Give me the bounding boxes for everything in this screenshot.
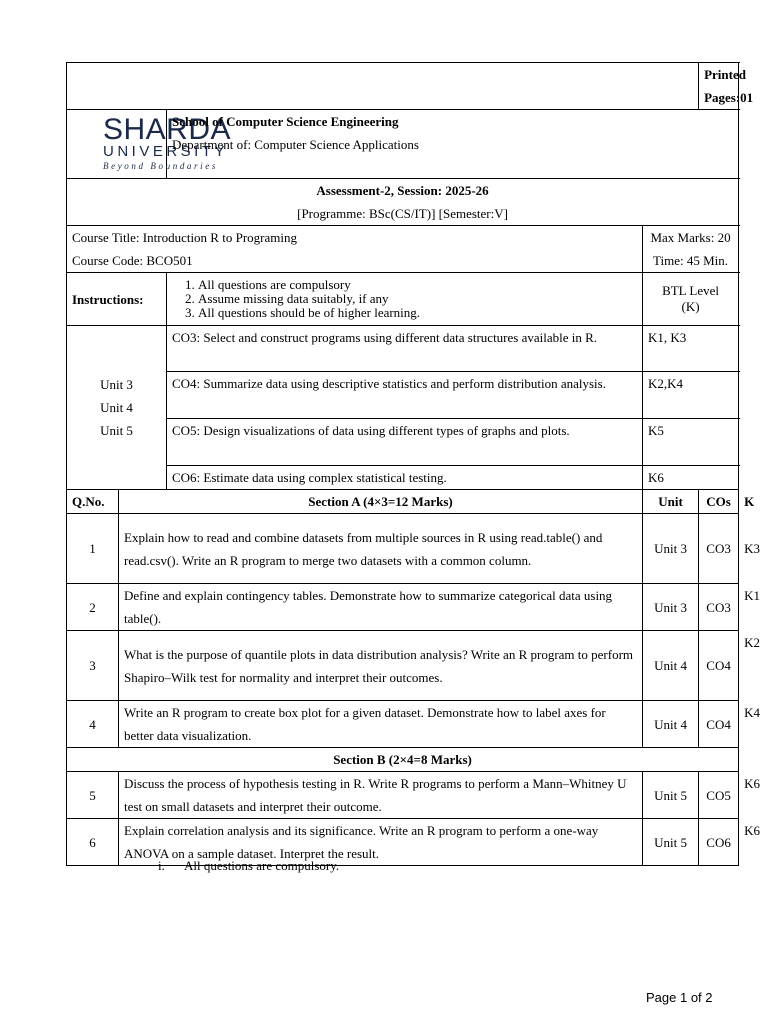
school-name: School of Computer Science Engineering [172,114,399,129]
instructions-cell [167,273,643,326]
question-text: Explain correlation analysis and its significance. Write an R program to perform a one-way ANOVA on a sample dataset. Interpret the result. [119,819,643,866]
outcome-k-level: K6 [643,466,739,490]
assessment-title: Assessment-2, Session: 2025-26 [316,183,489,198]
sharda-logo [97,113,232,172]
assessment-cell [67,179,739,226]
marks-time-cell [643,226,739,273]
table-row: 1 Explain how to read and combine datasets from multiple sources in R using read.table() and read.csv(). Write an R program to merge two datasets with a common column. Unit 3 CO3 K3 [67,514,739,584]
outcome-k-level: K5 [643,419,739,466]
question-number: 1 [67,514,119,584]
question-unit: Unit 3 [643,514,699,584]
question-number: 4 [67,701,119,748]
col-header-cos: COs [699,490,739,514]
question-co: CO3 [699,584,739,631]
question-number: 3 [67,631,119,701]
question-number: 6 [67,819,119,866]
outcome-k-level: K1, K3 [643,326,739,372]
logo-subtext: UNIVERSITY [103,143,229,160]
question-unit: Unit 4 [643,631,699,701]
btl-sublabel: (K) [681,299,700,314]
logo-tagline: Beyond Boundaries [103,161,218,171]
col-header-unit: Unit [643,490,699,514]
instruction-item: 1. All questions are compulsory [198,278,637,292]
footer-list-marker: i. [158,858,165,873]
instructions-list [172,278,637,320]
question-co: CO5 [699,772,739,819]
outcome-k-level: K2,K4 [643,372,739,419]
question-number: 5 [67,772,119,819]
table-row: 2 Define and explain contingency tables. Demonstrate how to summarize categorical data using table(). Unit 3 CO3 K1 [67,584,739,631]
max-marks: Max Marks: 20 [650,230,731,245]
course-title: Course Title: Introduction R to Programing [72,230,297,245]
unit-label: Unit 5 [100,423,133,438]
time-allowed: Time: 45 Min. [653,253,729,268]
btl-label: BTL Level [662,283,719,298]
course-code: Course Code: BCO501 [72,253,193,268]
question-text: Explain how to read and combine datasets from multiple sources in R using read.table() and read.csv(). Write an R program to merge two datasets with a common column. [119,514,643,584]
question-co: CO4 [699,701,739,748]
question-unit: Unit 5 [643,819,699,866]
section-a-title: Section A (4×3=12 Marks) [119,490,643,514]
question-number: 2 [67,584,119,631]
logo-wordmark: SHARDA [103,113,232,146]
table-row: 6 Explain correlation analysis and its significance. Write an R program to perform a one-way ANOVA on a sample dataset. Interpret the result. Unit 5 CO6 K6 [67,819,739,866]
units-cell [67,326,167,490]
course-outcome: CO6: Estimate data using complex statistical testing. [167,466,643,490]
printed-pages: Printed Pages:01 [699,63,739,110]
unit-label: Unit 3 [100,377,133,392]
question-co: CO4 [699,631,739,701]
question-co: CO3 [699,514,739,584]
question-unit: Unit 5 [643,772,699,819]
table-row: 4 Write an R program to create box plot for a given dataset. Demonstrate how to label axes for better data visualization. Unit 4 CO4 K4 [67,701,739,748]
blank-cell [67,63,699,110]
question-co: CO6 [699,819,739,866]
question-text: Discuss the process of hypothesis testing in R. Write R programs to perform a Mann–Whitney U test on small datasets and interpret their outcome. [119,772,643,819]
question-text: Define and explain contingency tables. Demonstrate how to summarize categorical data using table(). [119,584,643,631]
school-cell [167,110,739,179]
instruction-item: 3. All questions should be of higher learning. [198,306,637,320]
footer-note-text: All questions are compulsory. [184,858,340,873]
question-unit: Unit 4 [643,701,699,748]
question-unit: Unit 3 [643,584,699,631]
logo-cell [67,110,232,179]
section-b-title: Section B (2×4=8 Marks) [67,748,739,772]
exam-sheet-table: Printed Pages:01 SHARDA UNIVERSITY Beyond Boundaries School of Computer Science Engineering Department of: Computer Science Applications Assessment-2, Session: 2025-26 [Programme: BSc(CS/IT)] [Semester:V] Course Title: Introduction R to Programing Course Code: BCO501 Max Marks: 20 Time: 45 Min. Instructions: 1. All questions are compulsory 2. Assume missing data suitably, if any 3. All questions should be of higher learning. BTL Level (K) Unit 3 Unit 4 Unit 5 CO3: Select and construct programs using different data structures available in R. K1, K3 CO4: Summarize data using descriptive statistics and perform distribution analysis. K2,K4 CO5: Design visualizations of data using different types of graphs and plots. K5 CO6: Estimate data using complex statistical testing. K6 Q.No. Section A (4×3=12 Marks) Unit COs K 1 Explain how to read and combine datasets from multiple sources in R using read.table() and read.csv(). Write an R program to merge two datasets with a common column. Unit 3 CO3 K3 2 Define and explain contingency tables. Demonstrate how to summarize categorical data using table(). Unit 3 CO3 K1 3 What is the purpose of quantile plots in data distribution analysis? Write an R program to perform Shapiro–Wilk test for normality and interpret their outcomes. Unit 4 CO4 K2 4 Write an R program to create box plot for a given dataset. Demonstrate how to label axes for better data visualization. Unit 4 CO4 K4 Section B (2×4=8 Marks) 5 Discuss the process of hypothesis testing in R. Write R programs to perform a Mann–Whitney U test on small datasets and interpret their outcome. Unit 5 CO5 K6 6 Explain correlation analysis and its significance. Write an R program to perform a one-way ANOVA on a sample dataset. Interpret the result. Unit 5 CO6 K6 [66,62,739,866]
question-text: Write an R program to create box plot for a given dataset. Demonstrate how to label axes for better data visualization. [119,701,643,748]
department-name: Department of: Computer Science Applications [172,137,419,152]
page-number: Page 1 of 2 [646,990,713,1005]
table-row: 3 What is the purpose of quantile plots in data distribution analysis? Write an R program to perform Shapiro–Wilk test for normality and interpret their outcomes. Unit 4 CO4 K2 [67,631,739,701]
instruction-item: 2. Assume missing data suitably, if any [198,292,637,306]
table-row: 5 Discuss the process of hypothesis testing in R. Write R programs to perform a Mann–Whitney U test on small datasets and interpret their outcome. Unit 5 CO5 K6 [67,772,739,819]
col-header-qno: Q.No. [67,490,119,514]
instructions-label: Instructions: [67,273,167,326]
question-text: What is the purpose of quantile plots in data distribution analysis? Write an R program to perform Shapiro–Wilk test for normality and interpret their outcomes. [119,631,643,701]
programme-info: [Programme: BSc(CS/IT)] [Semester:V] [297,206,508,221]
course-outcome: CO5: Design visualizations of data using different types of graphs and plots. [167,419,643,466]
course-info-cell [67,226,643,273]
course-outcome: CO4: Summarize data using descriptive statistics and perform distribution analysis. [167,372,643,419]
footer-note [158,858,339,874]
unit-label: Unit 4 [100,400,133,415]
course-outcome: CO3: Select and construct programs using different data structures available in R. [167,326,643,372]
btl-cell [643,273,739,326]
